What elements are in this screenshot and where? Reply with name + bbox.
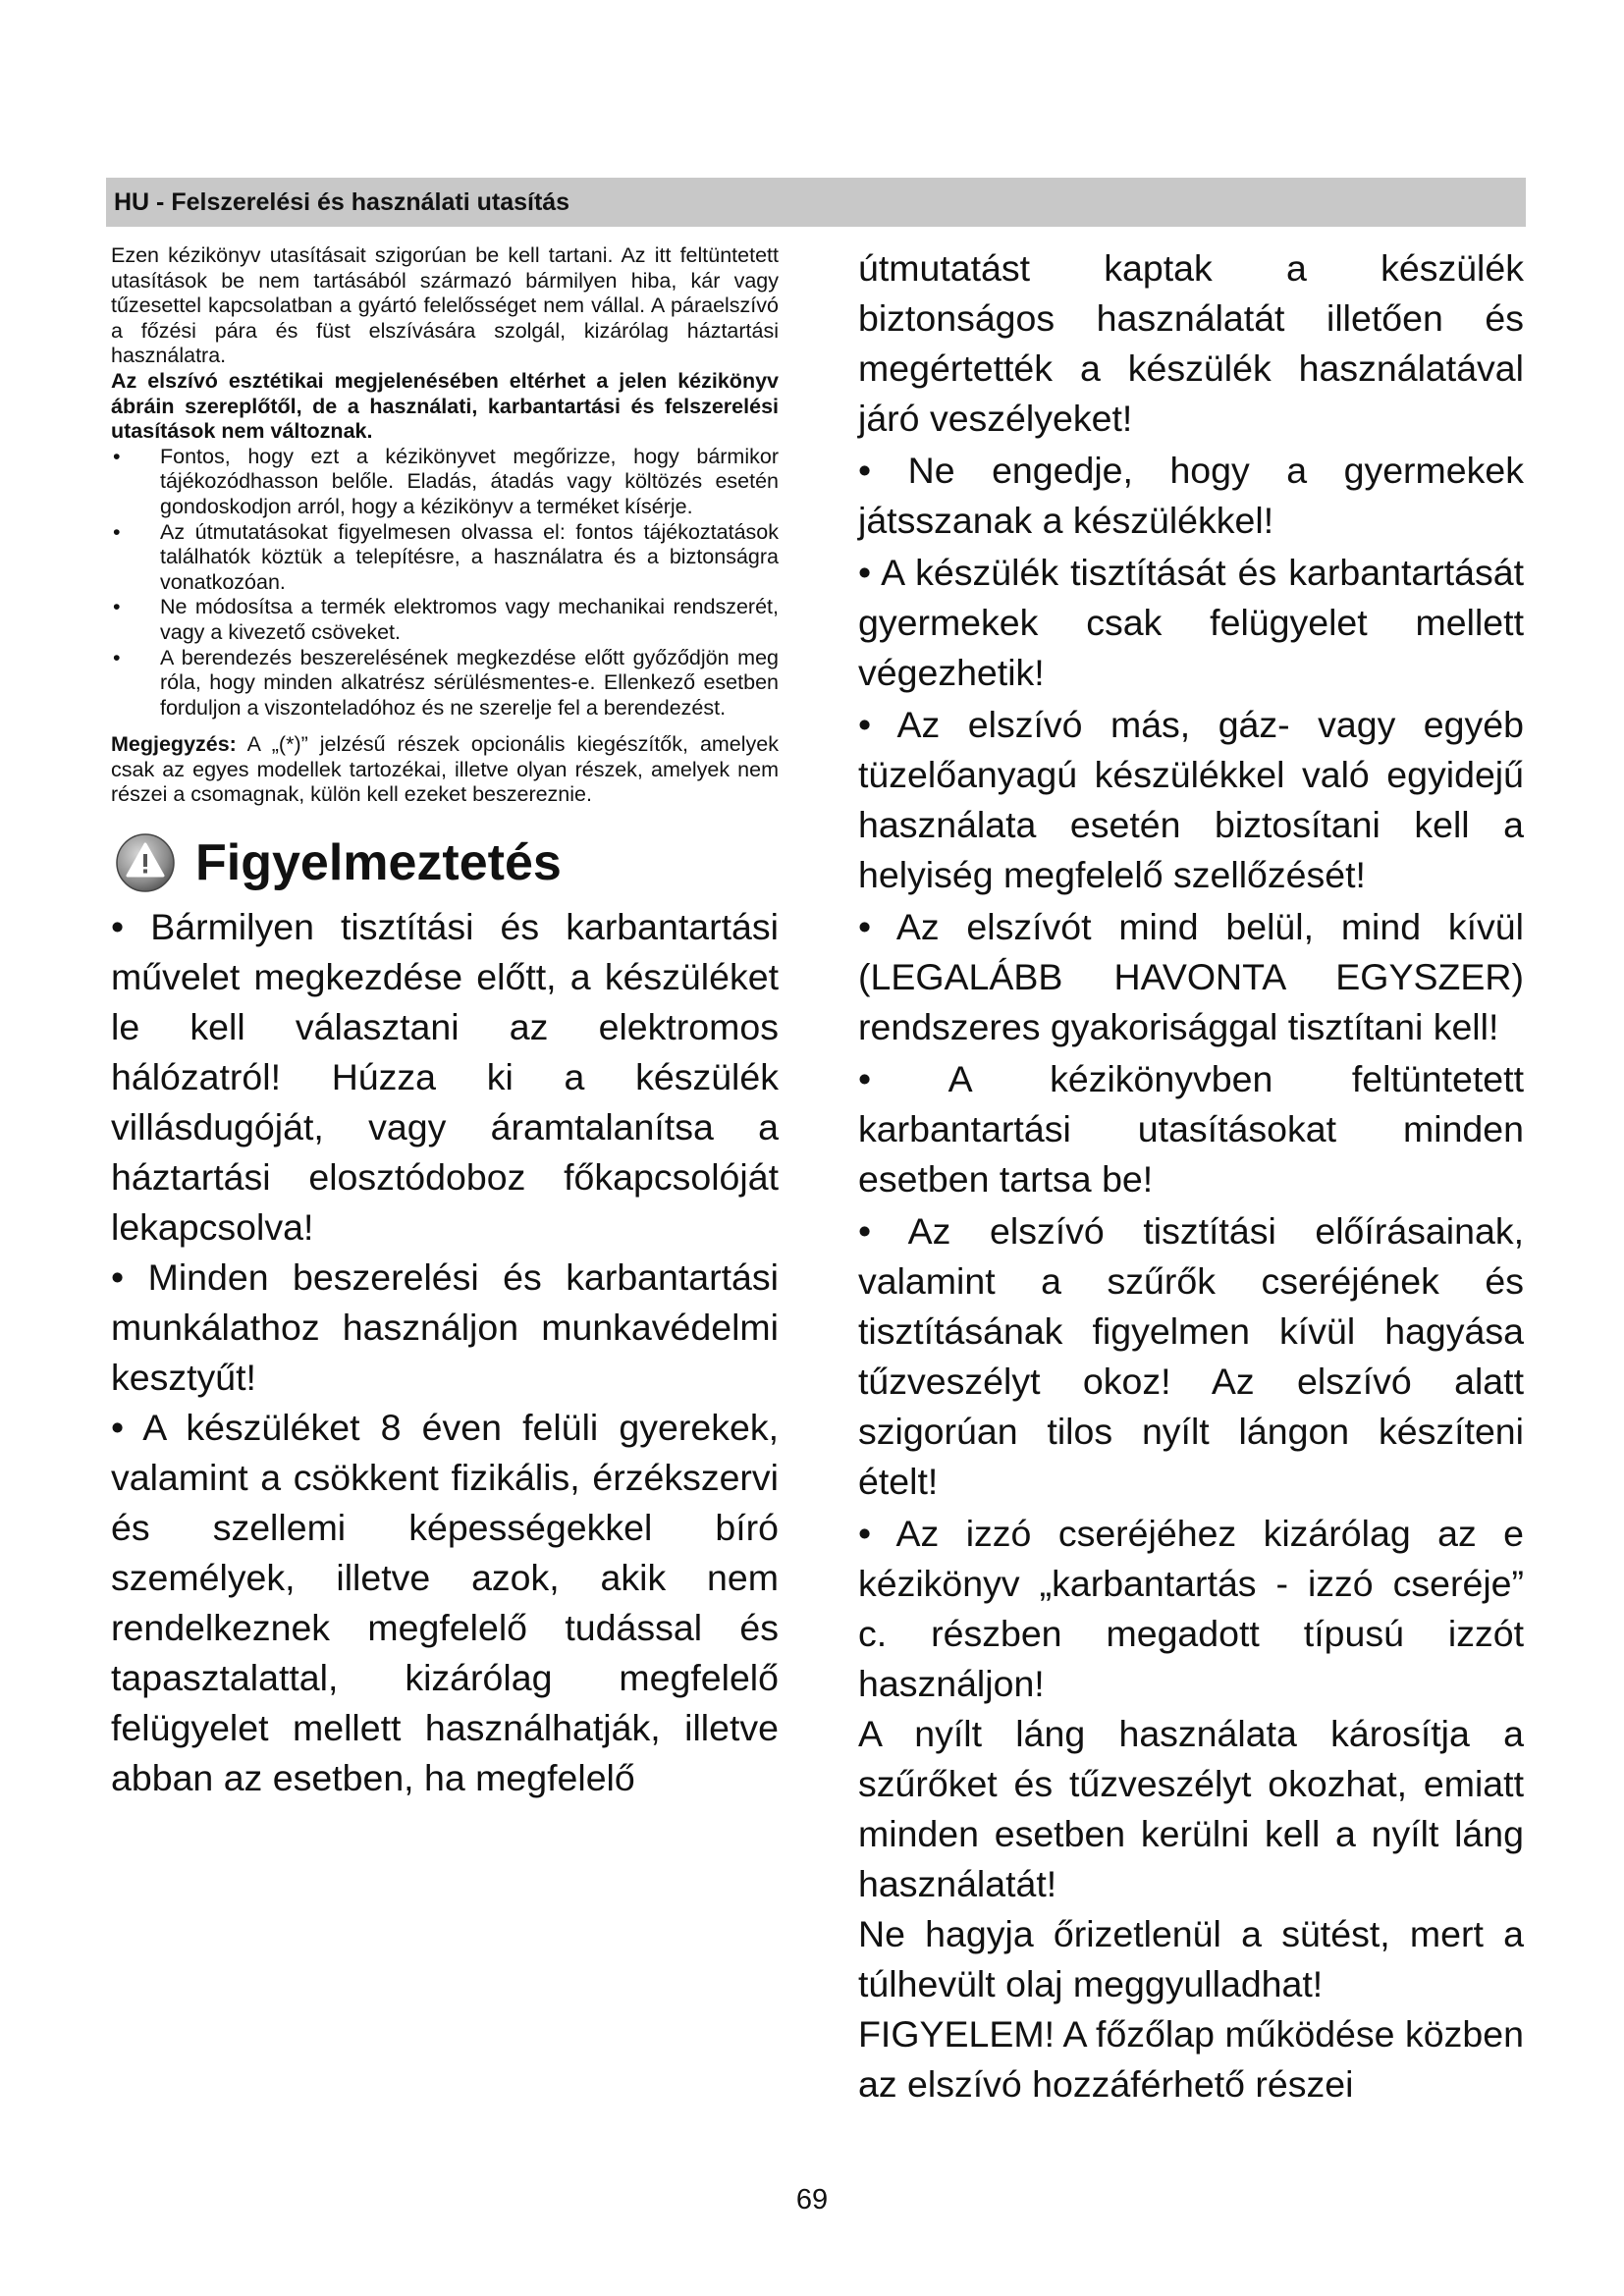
- warning-icon: [115, 832, 176, 893]
- list-item: • Az útmutatásokat figyelmesen olvassa el: fontos tájékoztatások találhatók köztük a telepítésre, a használatra és a biztonságra vonatkozóan.: [113, 519, 779, 594]
- note-paragraph: [111, 732, 779, 808]
- right-column: [858, 243, 1524, 2109]
- continuation-paragraph: útmutatást kaptak a készülék biztonságos használatát illetően és megértették a készülék használatával járó veszélyeket!: [858, 247, 1524, 439]
- warning-title: Figyelmeztetés: [195, 834, 562, 892]
- warning-item: • Az elszívó más, gáz- vagy egyéb tüzelőanyagú készülékkel való egyidejű használata esetén biztosítani kell a helyiség megfelelő szellőzését!: [858, 704, 1524, 895]
- intro-paragraph: Ezen kézikönyv utasításait szigorúan be kell tartani. Az itt feltüntetett utasítások be nem tartásából származó bármilyen hiba, kár vagy tűzesettel kapcsolatban a gyártó felelősséget nem vállal. A páraelszívó a főzési pára és füst elszívására szolgál, kizárólag háztartási használatra.: [111, 243, 779, 368]
- warning-item: • Bármilyen tisztítási és karbantartási művelet megkezdése előtt, a készüléket le kell választani az elektromos hálózatról! Húzza ki a készülék villásdugóját, vagy áramtalanítsa a háztartási elosztódoboz főkapcsolóját lekapcsolva!: [111, 906, 779, 1249]
- warning-heading: [111, 831, 779, 894]
- bullet-marker: •: [113, 444, 121, 468]
- note-label: Megjegyzés:: [111, 732, 237, 757]
- note-text: A „(*)” jelzésű részek opcionális kiegészítők, amelyek csak az egyes modellek tartozékai, illetve olyan részek, amelyek nem részei a csomagnak, külön kell ezeket beszereznie.: [111, 732, 779, 807]
- warning-item: • A készülék tisztítását és karbantartását gyermekek csak felügyelet mellett végezhetik!: [858, 552, 1524, 693]
- warning-item: • Ne engedje, hogy a gyermekek játsszanak a készülékkel!: [858, 450, 1524, 541]
- bullet-marker: •: [113, 595, 121, 619]
- warning-item: • Az izzó cseréjéhez kizárólag az e kézikönyv „karbantartás - izzó cseréje” c. részben megadott típusú izzót használjon!: [858, 1513, 1524, 1704]
- body-paragraph: Ne hagyja őrizetlenül a sütést, mert a túlhevült olaj meggyulladhat!: [858, 1913, 1524, 2004]
- warning-item: • Az elszívót mind belül, mind kívül (LEGALÁBB HAVONTA EGYSZER) rendszeres gyakorisággal tisztítani kell!: [858, 906, 1524, 1047]
- intro-bullet-list: [111, 445, 779, 721]
- bullet-marker: •: [113, 645, 121, 669]
- bold-notice: Az elszívó esztétikai megjelenésében eltérhet a jelen kézikönyv ábráin szereplőtől, de a használati, karbantartási és felszerelési utasítások nem változnak.: [111, 368, 779, 444]
- left-column: [111, 243, 779, 1803]
- body-paragraph: A nyílt láng használata károsítja a szűrőket és tűzveszélyt okozhat, emiatt minden esetben kerülni kell a nyílt láng használatát!: [858, 1713, 1524, 1904]
- body-paragraph: FIGYELEM! A főzőlap működése közben az elszívó hozzáférhető részei: [858, 2013, 1524, 2105]
- list-item: • Fontos, hogy ezt a kézikönyvet megőrizze, hogy bármikor tájékozódhasson belőle. Eladás, átadás vagy költözés esetén gondoskodjon arról, hogy a kézikönyv a terméket kísérje.: [113, 444, 779, 518]
- warning-item: • A készüléket 8 éven felüli gyerekek, valamint a csökkent fizikális, érzékszervi és szellemi képességekkel bíró személyek, illetve azok, akik nem rendelkeznek megfelelő tudással és tapasztalattal, kizárólag megfelelő felügyelet mellett használhatják, illetve abban az esetben, ha megfelelő: [111, 1407, 779, 1799]
- warning-item: • A kézikönyvben feltüntetett karbantartási utasításokat minden esetben tartsa be!: [858, 1058, 1524, 1200]
- warning-item: • Minden beszerelési és karbantartási munkálathoz használjon munkavédelmi kesztyűt!: [111, 1256, 779, 1399]
- warning-item: • Az elszívó tisztítási előírásainak, valamint a szűrők cseréjének és tisztításának figyelmen kívül hagyása tűzveszélyt okoz! Az elszívó alatt szigorúan tilos nyílt lángon készíteni ételt!: [858, 1210, 1524, 1502]
- bullet-marker: •: [113, 519, 121, 544]
- list-item: • A berendezés beszerelésének megkezdése előtt győződjön meg róla, hogy minden alkatrész sérülésmentes-e. Ellenkező esetben forduljon a viszonteladóhoz és ne szerelje fel a berendezést.: [113, 645, 779, 720]
- section-header: HU - Felszerelési és használati utasítás: [106, 178, 1526, 227]
- list-item: • Ne módosítsa a termék elektromos vagy mechanikai rendszerét, vagy a kivezető csöveket.: [113, 595, 779, 644]
- page-number: 69: [795, 2184, 829, 2216]
